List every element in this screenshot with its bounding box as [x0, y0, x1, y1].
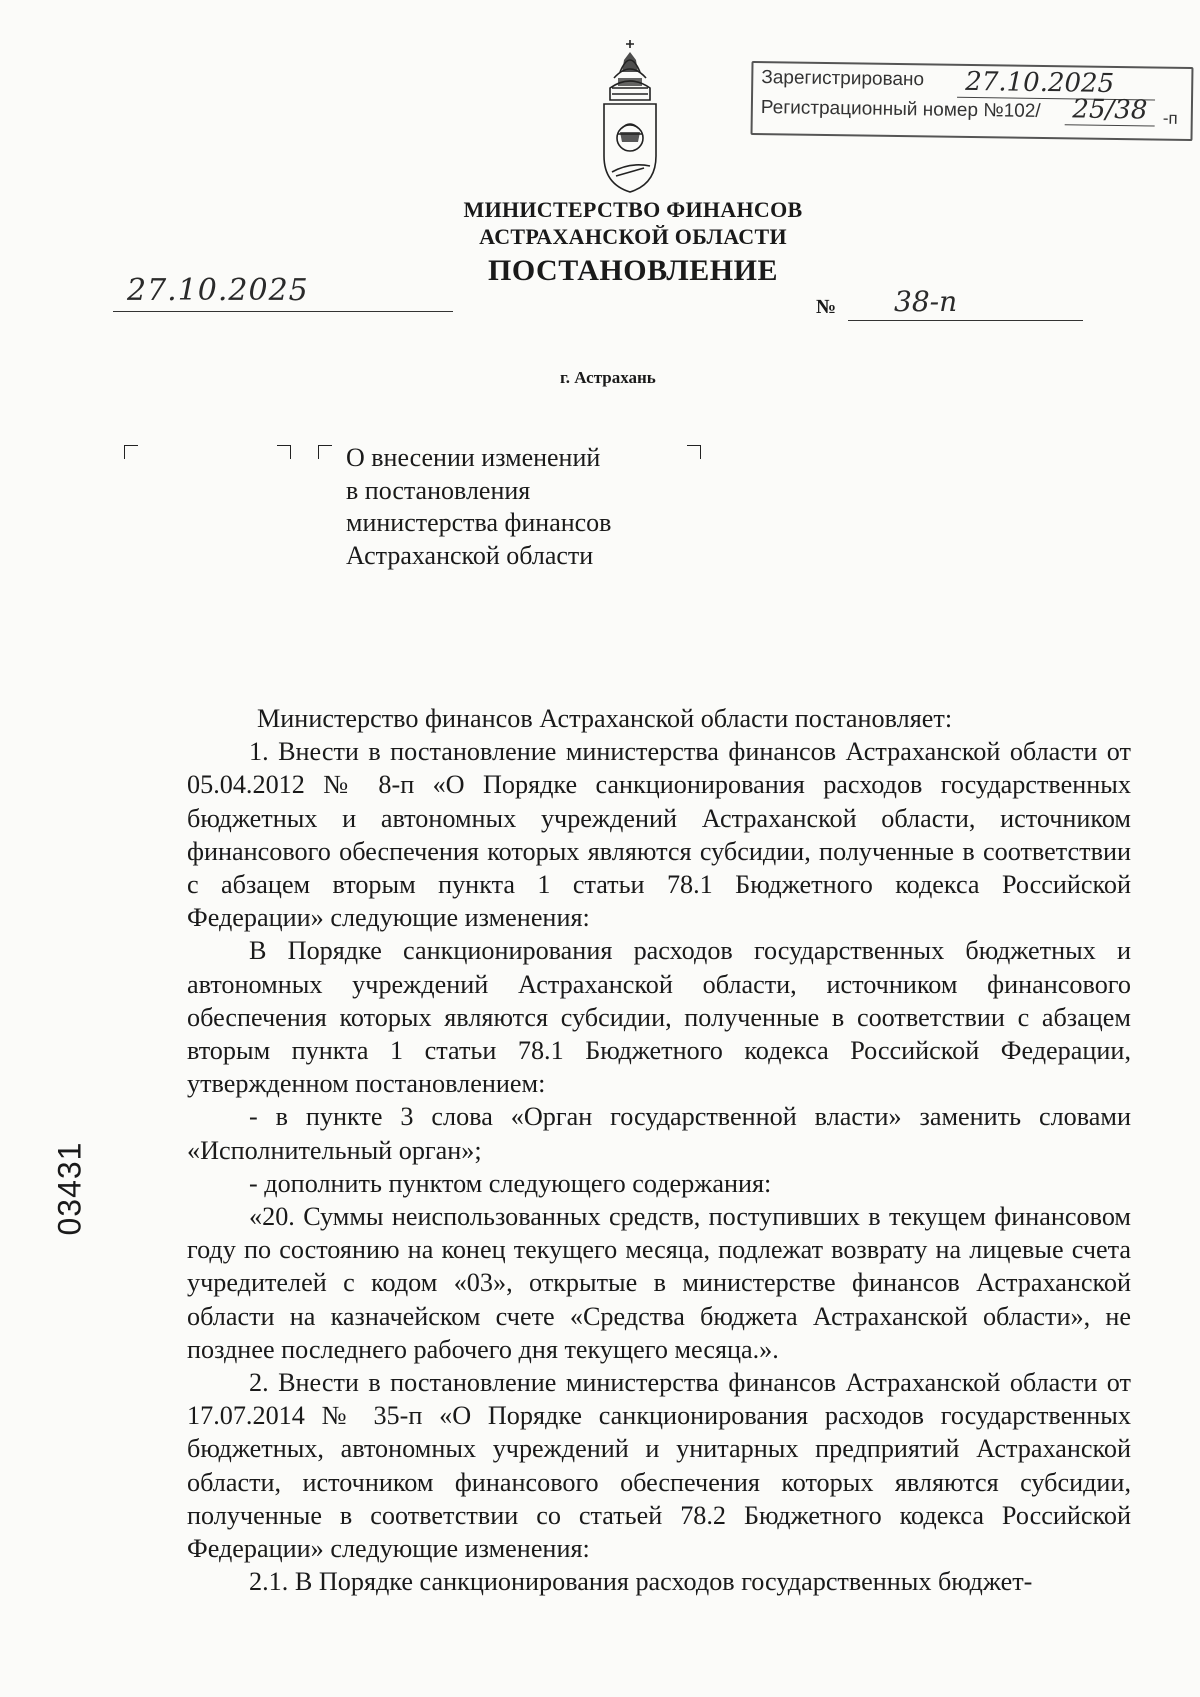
registration-number-label: Регистрационный номер №102/ [760, 97, 1041, 122]
ministry-name: МИНИСТЕРСТВО ФИНАНСОВ АСТРАХАНСКОЙ ОБЛАСТИ [463, 197, 803, 249]
subject-corner-mark-left [318, 445, 332, 459]
document-date-field [113, 273, 453, 312]
paragraph-item-1-change-2: - дополнить пунктом следующего содержания: [249, 1168, 772, 1198]
registration-number-value: 25/38 [1065, 94, 1155, 126]
paragraph-item-1-change-1: - в пункте 3 слова «Орган государственной власти» заменить словами «Исполнительный орган»; [187, 1102, 1131, 1165]
coat-of-arms-emblem [598, 38, 662, 194]
document-number-field [848, 284, 1083, 321]
paragraph-item-1-text: В Порядке санкционирования расходов государственных бюджетных и автономных учреждений Астраханской области, источником финансового обеспечения которых являются субсидии, полученные в соответствии с абзацем вторым пункта 1 статьи 78.1 Бюджетного кодекса Российской Федерации, утвержденном постановлением: [187, 936, 1131, 1099]
subject-corner-mark-right [687, 445, 701, 459]
document-number: 38-п [894, 285, 958, 318]
registration-number-suffix: -п [1162, 108, 1178, 128]
registered-label: Зарегистрировано [761, 67, 925, 91]
number-label: № [816, 296, 837, 318]
paragraph-item-2-1: 2.1. В Порядке санкционирования расходов государственных бюджет- [249, 1567, 1033, 1597]
paragraph-item-2: 2. Внести в постановление министерства финансов Астраханской области от 17.07.2014 № 35-п «О Порядке санкционирования расходов государственных бюджетных, автономных учреждений и унитарных предприятий Астраханской области, источником финансового обеспечения которых являются субсидии, полученные в соответствии со статьей 78.2 Бюджетного кодекса Российской Федерации» следующие изменения: [187, 1368, 1131, 1564]
corner-mark-top-left [124, 445, 138, 459]
document-date: 27.10.2025 [127, 273, 309, 308]
paragraph-item-1: 1. Внести в постановление министерства финансов Астраханской области от 05.04.2012 № 8-п «О Порядке санкционирования расходов государственных бюджетных и автономных учреждений Астраханской области, источником финансового обеспечения которых являются субсидии, полученные в соответствии с абзацем вторым пункта 1 статьи 78.1 Бюджетного кодекса Российской Федерации» следующие изменения: [187, 737, 1131, 933]
city: г. Астрахань [560, 368, 656, 387]
registration-stamp [751, 61, 1194, 141]
paragraph-item-20: «20. Суммы неиспользованных средств, поступивших в текущем финансовом году по состоянию на конец текущего месяца, подлежат возврату на лицевые счета учредителей с кодом «03», открытые в министерстве финансов Астраханской области на казначейском счете «Средства бюджета Астраханской области», не позднее последнего рабочего дня текущего месяца.». [187, 1202, 1131, 1364]
document-type: ПОСТАНОВЛЕНИЕ [488, 254, 778, 287]
document-body [187, 702, 1131, 1598]
document-subject: О внесении изменений в постановления министерства финансов Астраханской области [346, 443, 612, 570]
paragraph-preamble: Министерство финансов Астраханской области постановляет: [257, 704, 953, 733]
registered-date: 27.10.2025 [957, 67, 1155, 101]
corner-mark-top-right [277, 445, 291, 459]
side-archival-number: 03431 [51, 1141, 88, 1236]
